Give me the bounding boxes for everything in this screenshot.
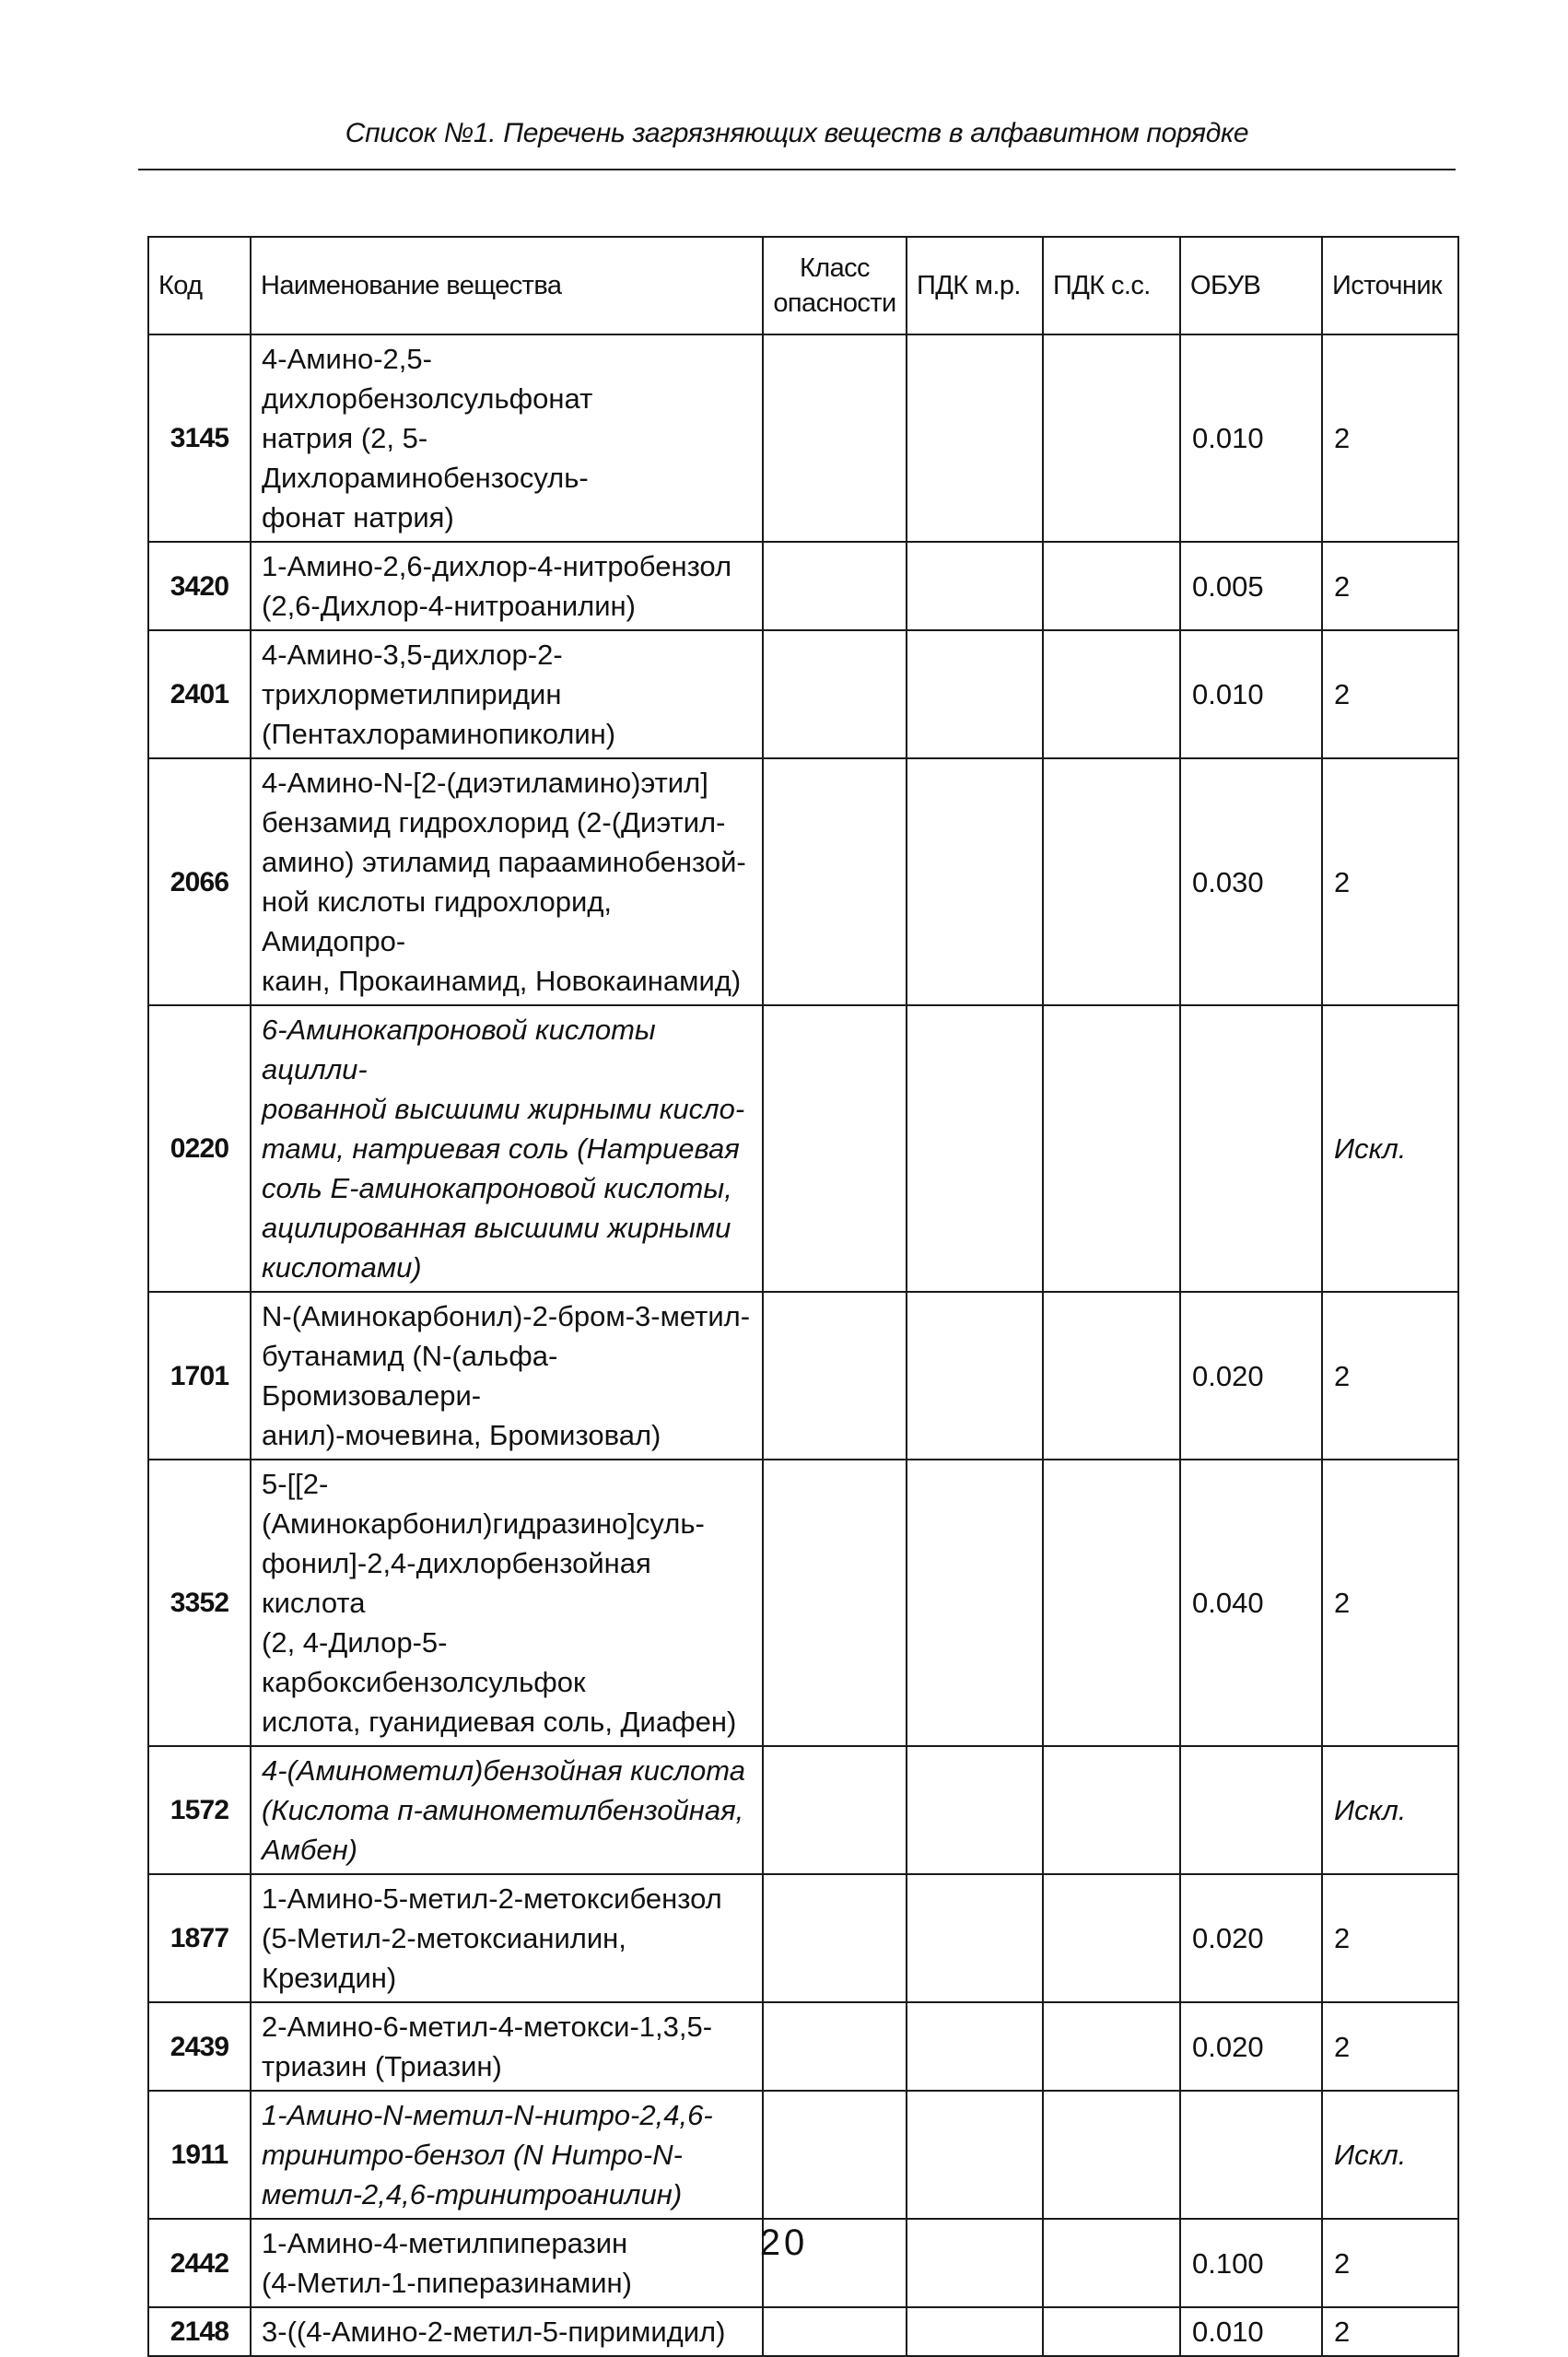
substance-name-line: кислотами) xyxy=(262,1251,422,1284)
substance-code: 2066 xyxy=(148,758,251,1005)
source-value: 2 xyxy=(1322,542,1458,630)
pdk-ss-cell xyxy=(1043,334,1180,542)
table-header-row xyxy=(148,237,1458,334)
source-value: 2 xyxy=(1322,1460,1458,1746)
page-number: 20 xyxy=(759,2222,809,2263)
hazard-class-cell xyxy=(763,1460,907,1746)
substance-name xyxy=(251,1746,763,1874)
substance-name xyxy=(251,2307,763,2356)
table-row xyxy=(148,334,1458,542)
obuv-value: 0.040 xyxy=(1180,1460,1322,1746)
substance-name xyxy=(251,2091,763,2219)
substance-code: 2439 xyxy=(148,2002,251,2091)
substance-name-line: 2-Амино-6-метил-4-метокси-1,3,5- xyxy=(262,2011,713,2043)
source-value: 2 xyxy=(1322,334,1458,542)
table-row xyxy=(148,542,1458,630)
hazard-class-cell xyxy=(763,1874,907,2002)
substance-name-line: (5-Метил-2-метоксианилин, xyxy=(262,1922,626,1954)
substance-name-line: Крезидин) xyxy=(262,1962,397,1994)
table-row xyxy=(148,1292,1458,1460)
obuv-value: 0.020 xyxy=(1180,2002,1322,2091)
pdk-mr-cell xyxy=(907,334,1043,542)
substance-name-line: 1-Амино-2,6-дихлор-4-нитробензол xyxy=(262,550,732,582)
substance-name-line: тами, натриевая соль (Натриевая xyxy=(262,1132,740,1165)
substance-name-line: 4-Амино-3,5-дихлор-2- xyxy=(262,639,563,671)
substance-name xyxy=(251,1874,763,2002)
substance-code: 1911 xyxy=(148,2091,251,2219)
substance-name-line: метил-2,4,6-тринитроанилин) xyxy=(262,2178,683,2210)
source-value: 2 xyxy=(1322,1874,1458,2002)
pdk-mr-cell xyxy=(907,2091,1043,2219)
substance-name-line: 1-Амино-4-метилпиперазин xyxy=(262,2227,628,2259)
substance-name-line: 5-[[2-(Аминокарбонил)гидразино]суль- xyxy=(262,1468,705,1540)
pdk-mr-cell xyxy=(907,758,1043,1005)
substance-name xyxy=(251,1005,763,1292)
source-value: Искл. xyxy=(1322,1005,1458,1292)
pdk-mr-cell xyxy=(907,1292,1043,1460)
hazard-class-cell xyxy=(763,2091,907,2219)
obuv-value: 0.010 xyxy=(1180,334,1322,542)
substance-name-line: 1-Амино-5-метил-2-метоксибензол xyxy=(262,1882,722,1915)
source-value: 2 xyxy=(1322,758,1458,1005)
table-row xyxy=(148,1460,1458,1746)
table-row xyxy=(148,1874,1458,2002)
table-row xyxy=(148,758,1458,1005)
substance-name xyxy=(251,1460,763,1746)
substance-name-line: фонил]-2,4-дихлорбензойная кислота xyxy=(262,1547,651,1619)
pdk-ss-cell xyxy=(1043,2091,1180,2219)
substance-name xyxy=(251,2002,763,2091)
substance-name-line: (4-Метил-1-пиперазинамин) xyxy=(262,2267,632,2299)
source-value: Искл. xyxy=(1322,2091,1458,2219)
hazard-class-cell xyxy=(763,2307,907,2356)
pdk-ss-cell xyxy=(1043,1746,1180,1874)
substance-name-line: 1-Амино-N-метил-N-нитро-2,4,6- xyxy=(262,2099,713,2131)
substance-name xyxy=(251,542,763,630)
pdk-ss-cell xyxy=(1043,1874,1180,2002)
substance-name-line: ислота, гуанидиевая соль, Диафен) xyxy=(262,1706,737,1738)
column-header-code: Код xyxy=(148,237,251,334)
substance-name-line: бутанамид (N-(альфа-Бромизовалери- xyxy=(262,1340,558,1412)
pdk-ss-cell xyxy=(1043,758,1180,1005)
table-row xyxy=(148,630,1458,758)
table-row xyxy=(148,2091,1458,2219)
substance-name xyxy=(251,334,763,542)
substance-code: 2148 xyxy=(148,2307,251,2356)
hazard-class-cell xyxy=(763,1746,907,1874)
pdk-mr-cell xyxy=(907,630,1043,758)
table-row xyxy=(148,1005,1458,1292)
column-header-hazard-class: Класс опасности xyxy=(763,237,907,334)
substance-name-line: ацилированная высшими жирными xyxy=(262,1212,731,1244)
hazard-class-cell xyxy=(763,758,907,1005)
substance-code: 1572 xyxy=(148,1746,251,1874)
substance-name-line: амино) этиламид парааминобензой- xyxy=(262,846,746,878)
substance-name-line: фонат натрия) xyxy=(262,501,454,534)
substance-name-line: соль Е-аминокапроновой кислоты, xyxy=(262,1172,732,1204)
substance-code: 3352 xyxy=(148,1460,251,1746)
pdk-mr-cell xyxy=(907,2002,1043,2091)
source-value: 2 xyxy=(1322,2219,1458,2307)
obuv-value xyxy=(1180,1005,1322,1292)
substance-code: 3420 xyxy=(148,542,251,630)
substance-name-line: 3-((4-Амино-2-метил-5-пиримидил) xyxy=(262,2316,726,2348)
pdk-ss-cell xyxy=(1043,1460,1180,1746)
substance-name-line: каин, Прокаинамид, Новокаинамид) xyxy=(262,965,742,997)
substance-name-line: (2, 4-Дилор-5-карбоксибензолсульфок xyxy=(262,1626,586,1698)
substance-name-line: бензамид гидрохлорид (2-(Диэтил- xyxy=(262,806,726,838)
obuv-value: 0.030 xyxy=(1180,758,1322,1005)
pdk-mr-cell xyxy=(907,2307,1043,2356)
substance-code: 0220 xyxy=(148,1005,251,1292)
pdk-ss-cell xyxy=(1043,1005,1180,1292)
pdk-ss-cell xyxy=(1043,630,1180,758)
hazard-class-cell xyxy=(763,630,907,758)
substance-name-line: тринитро-бензол (N Нитро-N- xyxy=(262,2139,683,2171)
hazard-class-cell xyxy=(763,1292,907,1460)
substance-name-line: N-(Аминокарбонил)-2-бром-3-метил- xyxy=(262,1300,751,1332)
table-body xyxy=(148,334,1458,2356)
substance-name-line: триазин (Триазин) xyxy=(262,2050,502,2082)
substance-code: 1877 xyxy=(148,1874,251,2002)
substance-name-line: 4-Амино-2,5-дихлорбензолсульфонат xyxy=(262,343,593,415)
pdk-mr-cell xyxy=(907,1874,1043,2002)
source-value: 2 xyxy=(1322,630,1458,758)
substance-name xyxy=(251,630,763,758)
hazard-class-cell xyxy=(763,2002,907,2091)
column-header-pdk-ss: ПДК с.с. xyxy=(1043,237,1180,334)
substance-name-line: Амбен) xyxy=(262,1834,357,1866)
pdk-ss-cell xyxy=(1043,2307,1180,2356)
pdk-mr-cell xyxy=(907,1746,1043,1874)
running-head-title: Список №1. Перечень загрязняющих веществ в алфавитном порядке xyxy=(345,118,1249,148)
table-row xyxy=(148,2307,1458,2356)
column-header-obuv: ОБУВ xyxy=(1180,237,1322,334)
pdk-mr-cell xyxy=(907,1460,1043,1746)
table-row xyxy=(148,1746,1458,1874)
substance-code: 2442 xyxy=(148,2219,251,2307)
substance-name-line: (Пентахлораминопиколин) xyxy=(262,718,616,750)
obuv-value: 0.100 xyxy=(1180,2219,1322,2307)
obuv-value xyxy=(1180,1746,1322,1874)
hazard-class-cell xyxy=(763,542,907,630)
substance-name-line: 6-Аминокапроновой кислоты ацилли- xyxy=(262,1014,656,1085)
substance-name-line: ной кислоты гидрохлорид, Амидопро- xyxy=(262,885,613,957)
pdk-mr-cell xyxy=(907,542,1043,630)
substance-name-line: рованной высшими жирными кисло- xyxy=(262,1093,745,1125)
substance-name xyxy=(251,758,763,1005)
obuv-value: 0.005 xyxy=(1180,542,1322,630)
pdk-ss-cell xyxy=(1043,542,1180,630)
hazard-class-cell xyxy=(763,334,907,542)
source-value: 2 xyxy=(1322,1292,1458,1460)
substance-name-line: (2,6-Дихлор-4-нитроанилин) xyxy=(262,590,636,622)
substances-table xyxy=(147,236,1459,2357)
column-header-name: Наименование вещества xyxy=(251,237,763,334)
header-rule xyxy=(138,169,1456,170)
substance-name-line: 4-Амино-N-[2-(диэтиламино)этил] xyxy=(262,767,708,799)
source-value: 2 xyxy=(1322,2307,1458,2356)
substance-name-line: трихлорметилпиридин xyxy=(262,678,562,710)
substance-name-line: (Кислота п-аминометилбензойная, xyxy=(262,1794,744,1826)
substance-code: 2401 xyxy=(148,630,251,758)
column-header-source: Источник xyxy=(1322,237,1458,334)
pdk-ss-cell xyxy=(1043,1292,1180,1460)
obuv-value: 0.010 xyxy=(1180,630,1322,758)
pdk-mr-cell xyxy=(907,1005,1043,1292)
obuv-value: 0.010 xyxy=(1180,2307,1322,2356)
substance-name-line: анил)-мочевина, Бромизовал) xyxy=(262,1419,661,1451)
obuv-value xyxy=(1180,2091,1322,2219)
substance-code: 3145 xyxy=(148,334,251,542)
substance-code: 1701 xyxy=(148,1292,251,1460)
source-value: Искл. xyxy=(1322,1746,1458,1874)
substance-name xyxy=(251,1292,763,1460)
substance-name-line: натрия (2, 5-Дихлораминобензосуль- xyxy=(262,422,589,494)
obuv-value: 0.020 xyxy=(1180,1874,1322,2002)
column-header-pdk-mr: ПДК м.р. xyxy=(907,237,1043,334)
pdk-ss-cell xyxy=(1043,2002,1180,2091)
substance-name-line: 4-(Аминометил)бензойная кислота xyxy=(262,1754,745,1787)
obuv-value: 0.020 xyxy=(1180,1292,1322,1460)
source-value: 2 xyxy=(1322,2002,1458,2091)
hazard-class-cell xyxy=(763,1005,907,1292)
table-row xyxy=(148,2002,1458,2091)
